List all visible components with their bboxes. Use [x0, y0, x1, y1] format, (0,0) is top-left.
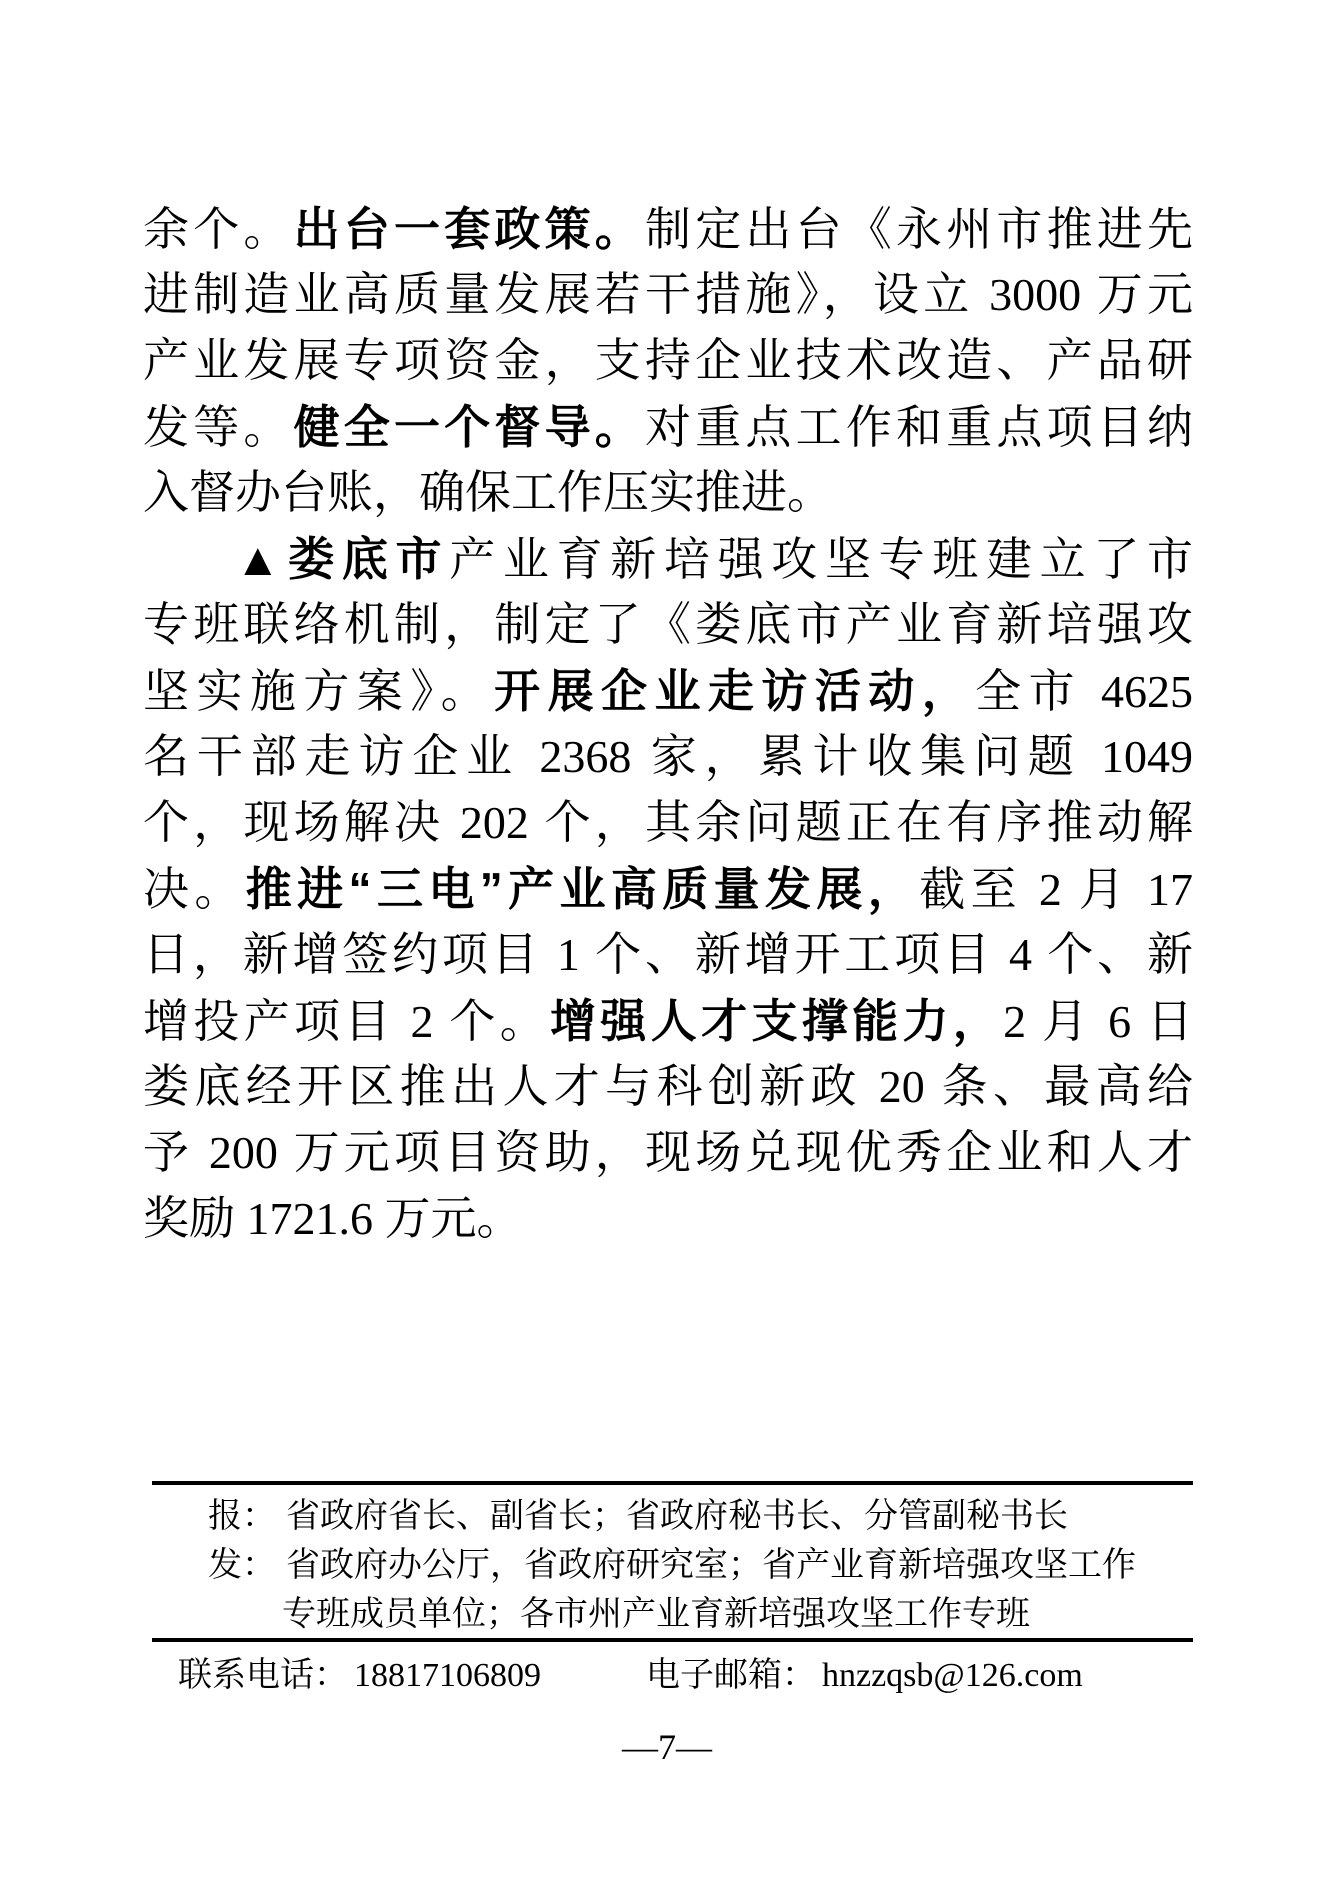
- paragraph-2-line-1: [143, 526, 1193, 592]
- paragraph-2-line-9: [143, 1054, 1193, 1120]
- paragraph-2-line-4: [143, 724, 1193, 790]
- emphasis-text: 增强人才支撑能力，: [550, 995, 1004, 1047]
- paragraph-2-line-10: [143, 1120, 1193, 1186]
- body-text-segment: 全市 4625: [975, 666, 1193, 717]
- body-text-segment: 予 200 万元项目资助，现场兑现优秀企业和人才: [143, 1127, 1193, 1178]
- body-text-segment: 坚实施方案》。: [143, 666, 495, 717]
- distribution-line-1: [208, 1492, 1198, 1541]
- paragraph-1-line-3: [143, 328, 1193, 394]
- distribution-list: [208, 1492, 1198, 1639]
- body-text-segment: 对重点工作和重点项目纳: [645, 402, 1193, 453]
- emphasis-text: 出台一套政策。: [293, 203, 646, 255]
- body-text-segment: 个，现场解决 202 个，其余问题正在有序推动解: [143, 797, 1193, 848]
- distribution-text: 专班成员单位；各市州产业育新培强攻坚工作专班: [282, 1596, 1030, 1633]
- paragraph-1-line-5: [143, 460, 1193, 526]
- body-text-segment: 日，新增签约项目 1 个、新增开工项目 4 个、新: [143, 929, 1193, 980]
- distribution-label: 报：: [208, 1498, 276, 1535]
- body-text-segment: 娄底经开区推出人才与科创新政 20 条、最高给: [143, 1061, 1193, 1112]
- distribution-line-3: [208, 1590, 1198, 1639]
- distribution-line-2: [208, 1541, 1198, 1590]
- paragraph-2-line-5: [143, 790, 1193, 856]
- body-text-segment: 截至 2 月 17: [919, 864, 1193, 915]
- body-text: [143, 196, 1193, 1252]
- emphasis-text: 开展企业走访活动，: [494, 665, 976, 717]
- phone-number: 18817106809: [354, 1657, 541, 1694]
- body-text-segment: 余个。: [143, 204, 294, 255]
- distribution-text: 省政府办公厅，省政府研究室；省产业育新培强攻坚工作: [286, 1547, 1136, 1584]
- phone-label: 联系电话：: [178, 1657, 348, 1694]
- body-text-segment: 奖励 1721.6 万元。: [143, 1193, 523, 1244]
- email-address: hnzzqsb@126.com: [822, 1657, 1083, 1694]
- paragraph-2-line-2: [143, 592, 1193, 658]
- body-text-segment: 名干部走访企业 2368 家，累计收集问题 1049: [143, 731, 1193, 782]
- body-text-segment: 制定出台《永州市推进先: [645, 204, 1193, 255]
- paragraph-2-line-11: [143, 1186, 1193, 1252]
- body-text-segment: 产业发展专项资金，支持企业技术改造、产品研: [143, 335, 1193, 386]
- paragraph-2-line-8: [143, 988, 1193, 1054]
- paragraph-2-line-6: [143, 856, 1193, 922]
- contact-line: [178, 1654, 1178, 1698]
- body-text-segment: 2 月 6 日: [1003, 996, 1193, 1047]
- body-text-segment: 发等。: [143, 402, 294, 453]
- footer-top-rule: [152, 1481, 1193, 1485]
- emphasis-text: 推进“三电”产业高质量发展，: [245, 863, 920, 915]
- page-number: —7—: [622, 1727, 712, 1767]
- emphasis-text: ▲娄底市: [235, 533, 450, 585]
- body-text-segment: 决。: [143, 864, 246, 915]
- body-text-segment: 入督办台账，确保工作压实推进。: [143, 467, 833, 518]
- body-text-segment: 增投产项目 2 个。: [143, 996, 551, 1047]
- distribution-label: 发：: [208, 1547, 276, 1584]
- emphasis-text: 健全一个督导。: [293, 401, 646, 453]
- body-text-segment: 进制造业高质量发展若干措施》，设立 3000 万元: [143, 269, 1193, 320]
- body-text-segment: 专班联络机制，制定了《娄底市产业育新培强攻: [143, 599, 1193, 650]
- paragraph-2-line-3: [143, 658, 1193, 724]
- paragraph-1-line-2: [143, 262, 1193, 328]
- paragraph-1-line-1: [143, 196, 1193, 262]
- footer-bottom-rule: [152, 1638, 1193, 1642]
- distribution-text: 省政府省长、副省长；省政府秘书长、分管副秘书长: [286, 1498, 1068, 1535]
- paragraph-1-line-4: [143, 394, 1193, 460]
- email-label: 电子邮箱：: [646, 1657, 816, 1694]
- paragraph-2-line-7: [143, 922, 1193, 988]
- body-text-segment: 产业育新培强攻坚专班建立了市: [449, 534, 1193, 585]
